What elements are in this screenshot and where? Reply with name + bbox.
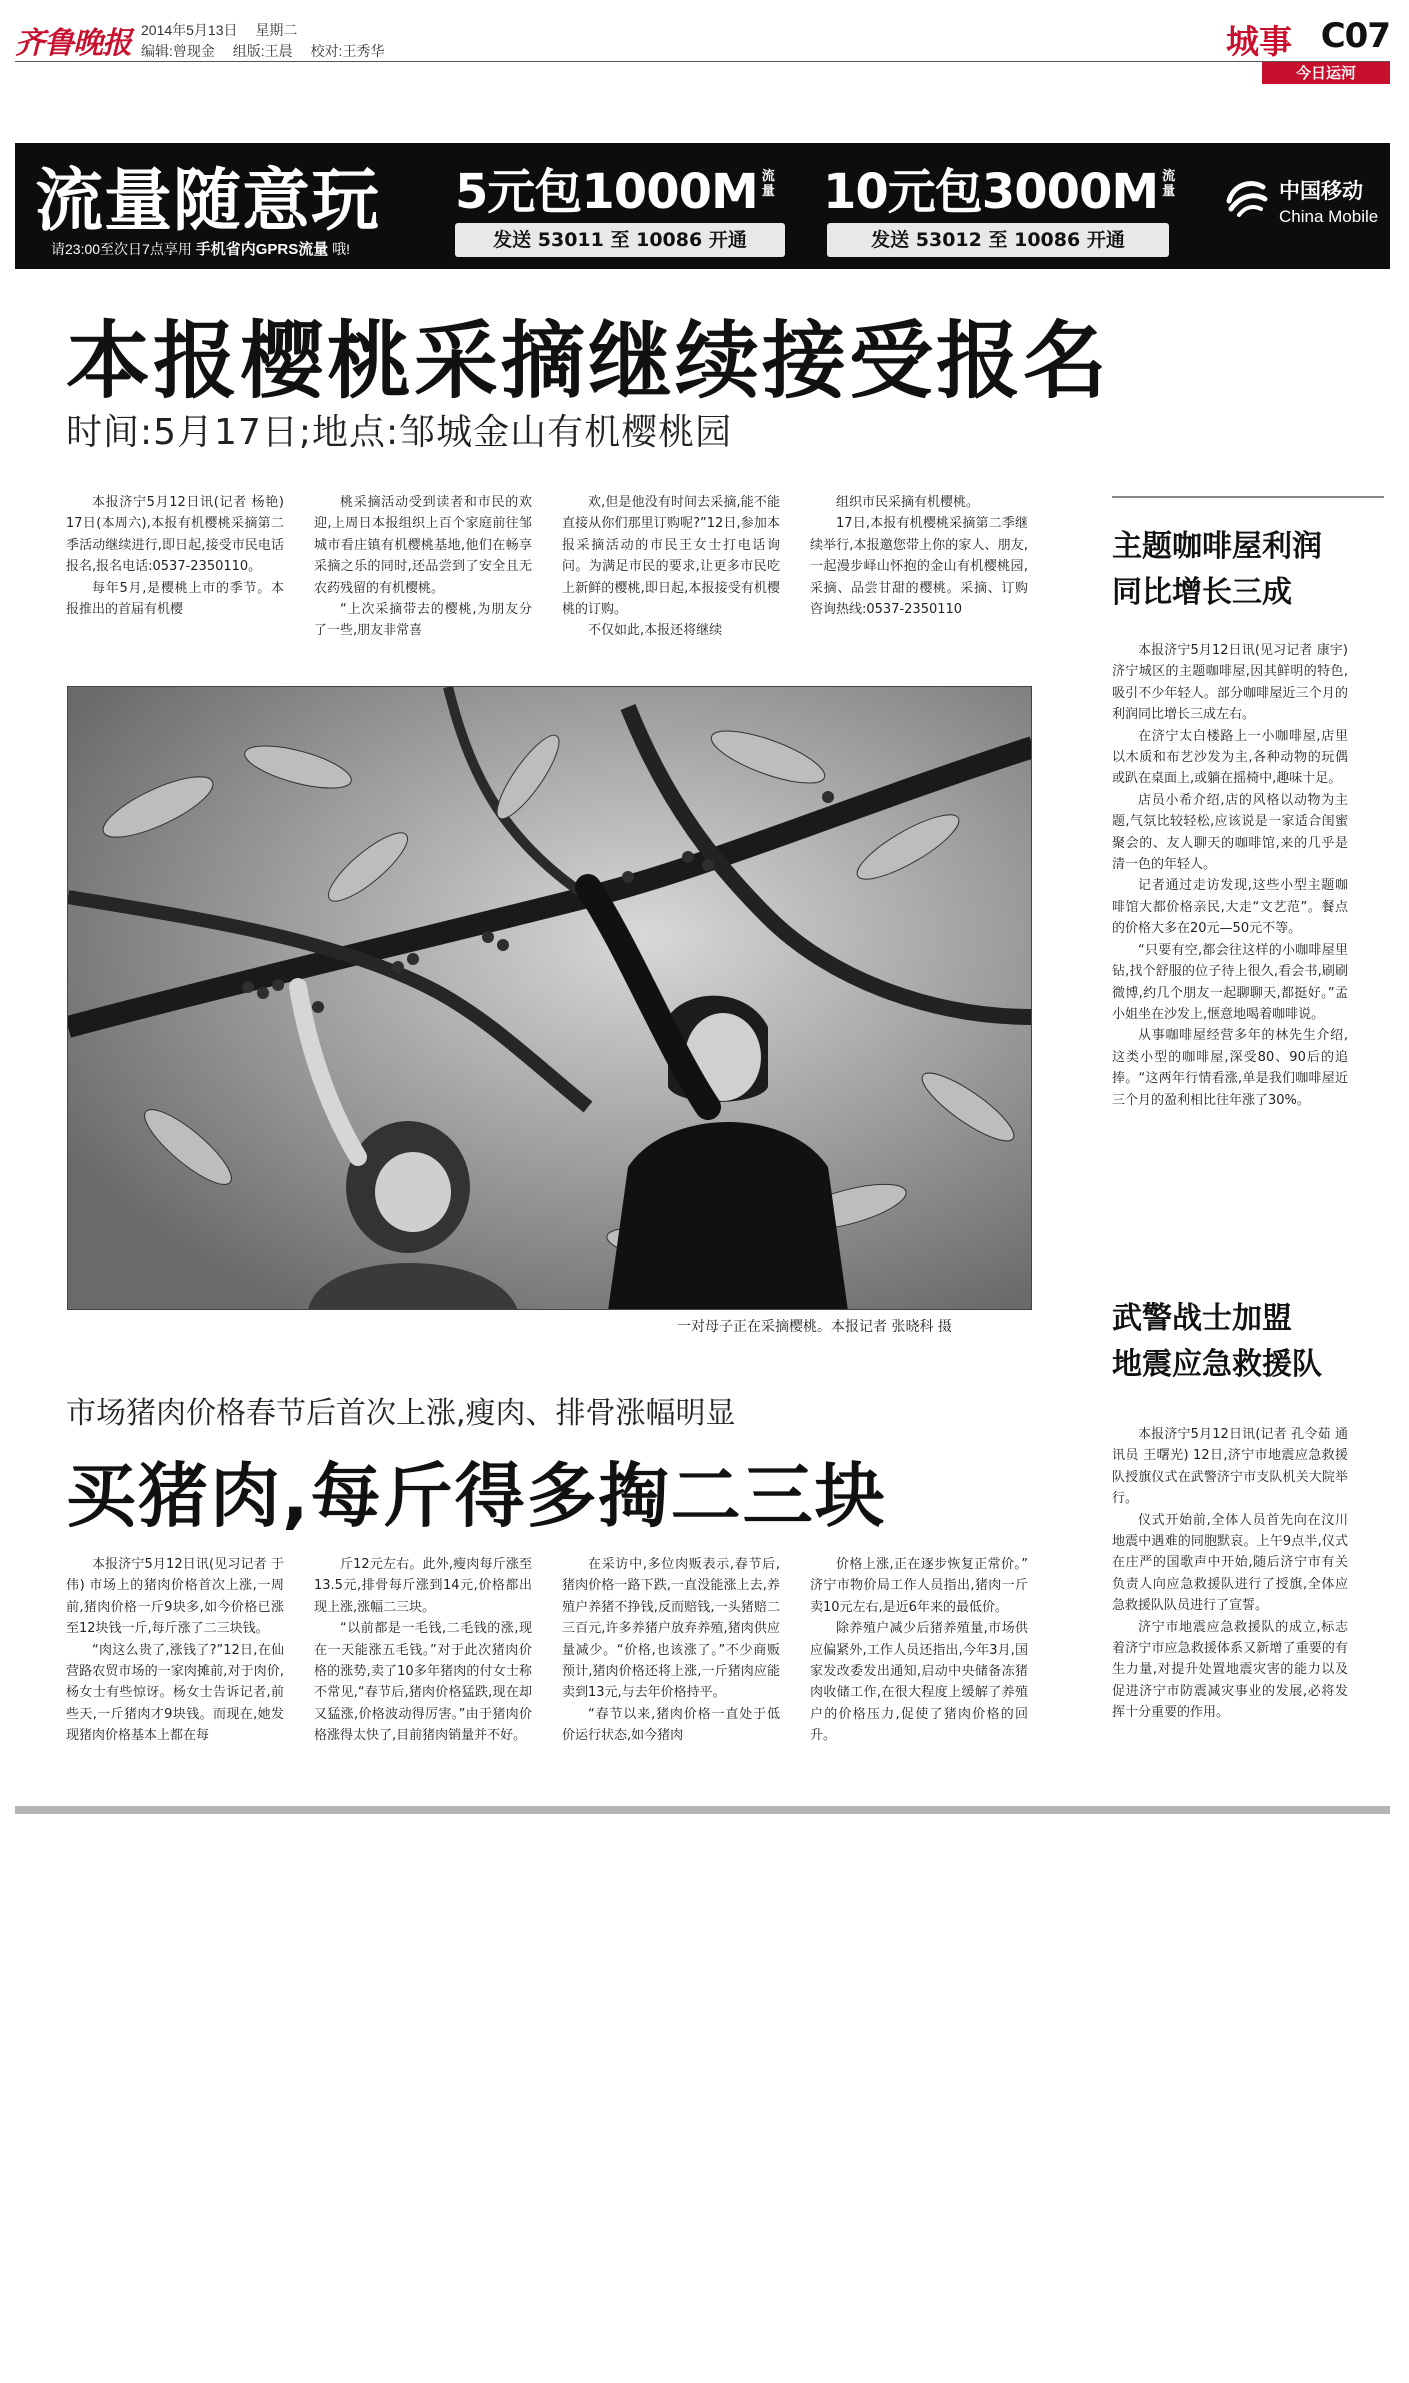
china-mobile-brand [1221,165,1386,245]
brand-name-cn: 中国移动 [1279,179,1363,203]
sidebar2-body [1112,1424,1348,1794]
article1-column-1 [66,492,284,668]
article2-column-4 [810,1554,1028,1792]
editor-credit: 编辑:曾现金 [141,43,215,59]
article1-column-3 [562,492,780,668]
paragraph: 在采访中,多位肉贩表示,春节后,猪肉价格一路下跌,一直没能涨上去,养殖户养猪不挣钱,反而赔钱,一头猪赔二三百元,许多养猪户放弃养殖,猪肉供应量减少。“价格,也该涨了。”不少商贩预计,猪肉价格还将上涨,一斤猪肉应能卖到13元,与去年价格持平。 [562,1557,780,1701]
issue-date: 2014年5月13日 [141,22,238,38]
article1-column-4 [810,492,1028,668]
staff-line [141,41,398,61]
photo-caption: 一对母子正在采摘樱桃。本报记者 张晓科 摄 [677,1319,952,1335]
article1-headline: 本报樱桃采摘继续接受报名 [66,312,1111,410]
sidebar1-body [1112,640,1348,1258]
photo-illustration [68,687,1032,1310]
proof-credit: 校对:王秀华 [310,43,385,59]
paragraph: 仪式开始前,全体人员首先向在汶川地震中遇难的同胞默哀。上午9点半,仪式在庄严的国歌声中开始,随后济宁市有关负责人向应急救援队进行了授旗,全体应急救援队队员进行了宣誓。 [1112,1512,1348,1614]
article2-column-1 [66,1554,284,1792]
sidebar1-headline-line1: 主题咖啡屋利润 [1112,529,1322,564]
section-name: 城事 [1226,22,1292,61]
ad-fineprint-prefix: 请23:00至次日7点享用 [51,241,192,257]
sidebar2-headline-line1: 武警战士加盟 [1112,1301,1292,1336]
ad-offer-2-unit: 流量 [1162,169,1175,199]
masthead [15,14,1390,62]
paragraph: 17日,本报有机樱桃采摘第二季继续举行,本报邀您带上你的家人、朋友,一起漫步峄山怀抱的金山有机樱桃园,采摘、品尝甘甜的樱桃。采摘、订购咨询热线:0537-2350110 [810,516,1028,618]
paragraph: 店员小希介绍,店的风格以动物为主题,气氛比较轻松,应该说是一家适合闺蜜聚会的、友人聊天的咖啡馆,来的几乎是清一色的年轻人。 [1112,792,1348,873]
ad-offer-2-text: 10元包3000M [823,164,1159,220]
paragraph: “上次采摘带去的樱桃,为朋友分了一些,朋友非常喜 [314,602,532,639]
paragraph: “春节以来,猪肉价格一直处于低价运行状态,如今猪肉 [562,1706,780,1744]
ad-offer-2 [823,153,1178,222]
ad-offer-1-unit: 流量 [761,169,774,199]
layout-credit: 组版:王晨 [232,43,293,59]
paragraph: “以前都是一毛钱,二毛钱的涨,现在一天能涨五毛钱。”对于此次猪肉价格的涨势,卖了10多年猪肉的付女士称不常见,“春节后,猪肉价格猛跌,现在却又猛涨,价格波动得厉害。”由于猪肉价格涨得太快了,目前猪肉销量并不好。 [314,1621,532,1744]
paragraph: 除养殖户减少后猪养殖量,市场供应偏紧外,工作人员还指出,今年3月,国家发改委发出通知,启动中央储备冻猪肉收储工作,在很大程度上缓解了养殖户的价格压力,促使了猪肉价格的回升。 [810,1621,1028,1744]
brand-name-en: China Mobile [1279,207,1379,226]
paragraph: 记者通过走访发现,这些小型主题咖啡馆大都价格亲民,大走“文艺范”。餐点的价格大多在20元—50元不等。 [1112,878,1348,937]
issue-date-line [141,20,311,40]
newspaper-logo: 齐鲁晚报 [15,26,131,61]
paragraph: 每年5月,是樱桃上市的季节。本报推出的首届有机樱 [66,580,284,618]
paragraph: “只要有空,都会往这样的小咖啡屋里钻,找个舒服的位子待上很久,看会书,刷刷微博,约几个朋友一起聊聊天,都挺好。”孟小姐坐在沙发上,惬意地喝着咖啡说。 [1112,942,1348,1022]
china-mobile-ad[interactable] [15,143,1390,269]
article2-headline: 买猪肉,每斤得多掏二三块 [66,1455,887,1537]
article2-column-3 [562,1554,780,1792]
ad-slogan: 流量随意玩 [35,162,381,241]
paragraph: 桃采摘活动受到读者和市民的欢迎,上周日本报组织上百个家庭前往邹城市看庄镇有机樱桃基地,他们在畅享采摘之乐的同时,还品尝到了安全且无农药残留的有机樱桃。 [314,495,532,596]
article1-column-2 [314,492,532,668]
page-bottom-rule [15,1806,1390,1814]
sidebar1-headline-line2: 同比增长三成 [1112,575,1292,610]
article1-subhead: 时间:5月17日;地点:邹城金山有机樱桃园 [66,412,733,453]
paragraph: 不仅如此,本报还将继续 [588,623,723,639]
paragraph: 组织市民采摘有机樱桃。 [836,495,980,510]
article2-kicker: 市场猪肉价格春节后首次上涨,瘦肉、排骨涨幅明显 [66,1396,736,1431]
ad-fineprint-suffix: 哦! [332,241,351,257]
cherry-picking-photo [67,686,1032,1310]
china-mobile-logo-icon [1221,171,1271,221]
paragraph: 在济宁太白楼路上一小咖啡屋,店里以木质和布艺沙发为主,各种动物的玩偶或趴在桌面上,或躺在摇椅中,趣味十足。 [1112,728,1348,787]
ad-sms-2: 发送 53012 至 10086 开通 [827,223,1169,257]
paragraph: 斤12元左右。此外,瘦肉每斤涨至13.5元,排骨每斤涨到14元,价格都出现上涨,涨幅二三块。 [314,1557,532,1615]
paragraph: 本报济宁5月12日讯(记者 杨艳) 17日(本周六),本报有机樱桃采摘第二季活动继续进行,即日起,接受市民电话报名,报名电话:0537-2350110。 [66,495,284,575]
page-number: C07 [1320,16,1390,56]
paragraph: 本报济宁5月12日讯(见习记者 于伟) 市场上的猪肉价格首次上涨,一周前,猪肉价格一斤9块多,如今价格已涨至12块钱一斤,每斤涨了二三块钱。 [66,1557,284,1637]
ad-sms-1: 发送 53011 至 10086 开通 [455,223,785,257]
ad-offer-1-text: 5元包1000M [455,164,758,220]
article2-column-2 [314,1554,532,1792]
ad-offer-1 [455,153,778,222]
paragraph: 欢,但是他没有时间去采摘,能不能直接从你们那里订购呢?”12日,参加本报采摘活动的市民王女士打电话询问。为满足市民的要求,让更多市民吃上新鲜的樱桃,即日起,本报接受有机樱桃的订购。 [562,495,780,618]
paragraph: 本报济宁5月12日讯(见习记者 康宇) 济宁城区的主题咖啡屋,因其鲜明的特色,吸引不少年轻人。部分咖啡屋近三个月的利润同比增长三成左右。 [1112,643,1348,723]
paragraph: 从事咖啡屋经营多年的林先生介绍,这类小型的咖啡屋,深受80、90后的追捧。“这两年行情看涨,单是我们咖啡屋近三个月的盈利相比往年涨了30%。 [1112,1028,1348,1108]
sidebar2-headline-line2: 地震应急救援队 [1112,1347,1322,1382]
paragraph: 济宁市地震应急救援队的成立,标志着济宁市应急救援体系又新增了重要的有生力量,对提升处置地震灾害的能力以及促进济宁市防震减灾事业的发展,必将发挥十分重要的作用。 [1112,1619,1348,1721]
ad-fineprint-bold: 手机省内GPRS流量 [195,241,329,258]
issue-weekday: 星期二 [255,22,298,38]
sidebar2-headline [1112,1296,1392,1388]
masthead-rule [15,61,1390,62]
paragraph: “肉这么贵了,涨钱了?”12日,在仙营路农贸市场的一家肉摊前,对于肉价,杨女士有些惊讶。杨女士告诉记者,前些天,一斤猪肉才9块钱。而现在,她发现猪肉价格基本上都在每 [66,1642,284,1744]
section-tag: 今日运河 [1262,62,1390,84]
paragraph: 价格上涨,正在逐步恢复正常价。” 济宁市物价局工作人员指出,猪肉一斤卖10元左右,是近6年来的最低价。 [810,1557,1028,1615]
ad-fineprint [51,238,350,259]
sidebar-top-rule [1112,496,1384,498]
sidebar1-headline [1112,524,1392,616]
paragraph: 本报济宁5月12日讯(记者 孔令茹 通讯员 王曙光) 12日,济宁市地震应急救援队授旗仪式在武警济宁市支队机关大院举行。 [1112,1427,1348,1507]
